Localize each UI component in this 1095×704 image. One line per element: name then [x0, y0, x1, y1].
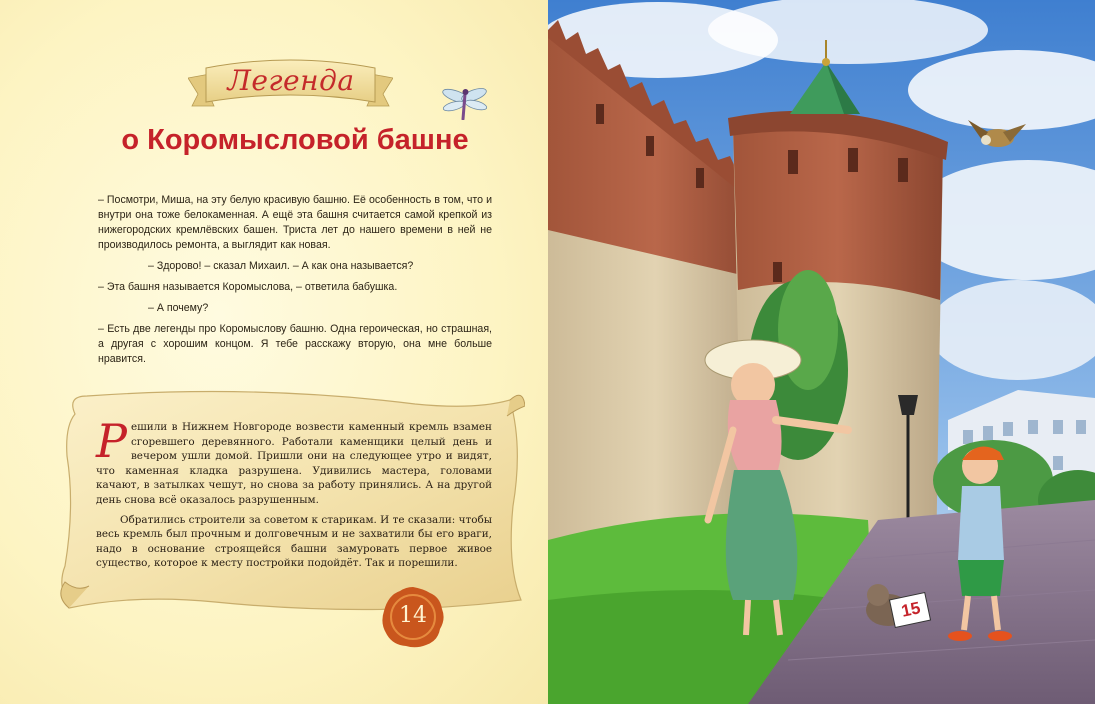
dialog-line-2: – Здорово! – сказал Михаил. – А как она называется?	[148, 260, 414, 272]
dragonfly-icon	[440, 86, 490, 120]
page-number-left: 14	[399, 603, 427, 628]
dialog-line-1: – Посмотри, Миша, на эту белую красивую башню. Её особенность в том, что и внутри она тоже белокаменная. А ещё эта башня считается самой крепкой из нижегородских кремлёвских башен. Триста лет до нашего времени в ней не производилось ремонта, а выглядит как новая.	[98, 194, 492, 251]
dialog-line-3: – Эта башня называется Коромыслова, – ответила бабушка.	[98, 281, 398, 293]
dialog-text	[98, 193, 492, 373]
page-title: о Коромысловой башне	[121, 124, 469, 156]
page-number-right: 15	[899, 598, 923, 621]
drop-cap: Р	[96, 414, 127, 468]
dialog-line-5: – Есть две легенды про Коромыслову башню. Одна героическая, но страшная, а другая с хорошим концом. Я тебе расскажу вторую, она мне больше нравится.	[98, 323, 492, 365]
kremlin-tower-scene	[548, 0, 1095, 704]
story-paragraph-2: Обратились строители за советом к старикам. И те сказали: чтобы весь кремль был прочным и долговечным и не захватили бы его враги, надо в основание строящейся башни замуровать первое живое существо, которое к месту постройки подойдёт. Так и порешили.	[96, 513, 492, 570]
banner-label: Легенда	[227, 64, 355, 97]
story-paragraph-1-text: ешили в Нижнем Новгороде возвести каменный кремль взамен сгоревшего деревянного. Работали каменщики целый день и вечером ушли домой. Пришли они на следующее утро и видят, что каменная кладка разрушена. Удивились мастера, головами качают, в затылках чешут, но снова за работу принялись. А на другой день снова всё оказалось разрушенным.	[96, 421, 492, 506]
right-page-illustration	[548, 0, 1095, 704]
story-paragraph-1	[96, 414, 492, 508]
legend-story	[96, 414, 492, 576]
dialog-line-4: – А почему?	[148, 302, 209, 314]
